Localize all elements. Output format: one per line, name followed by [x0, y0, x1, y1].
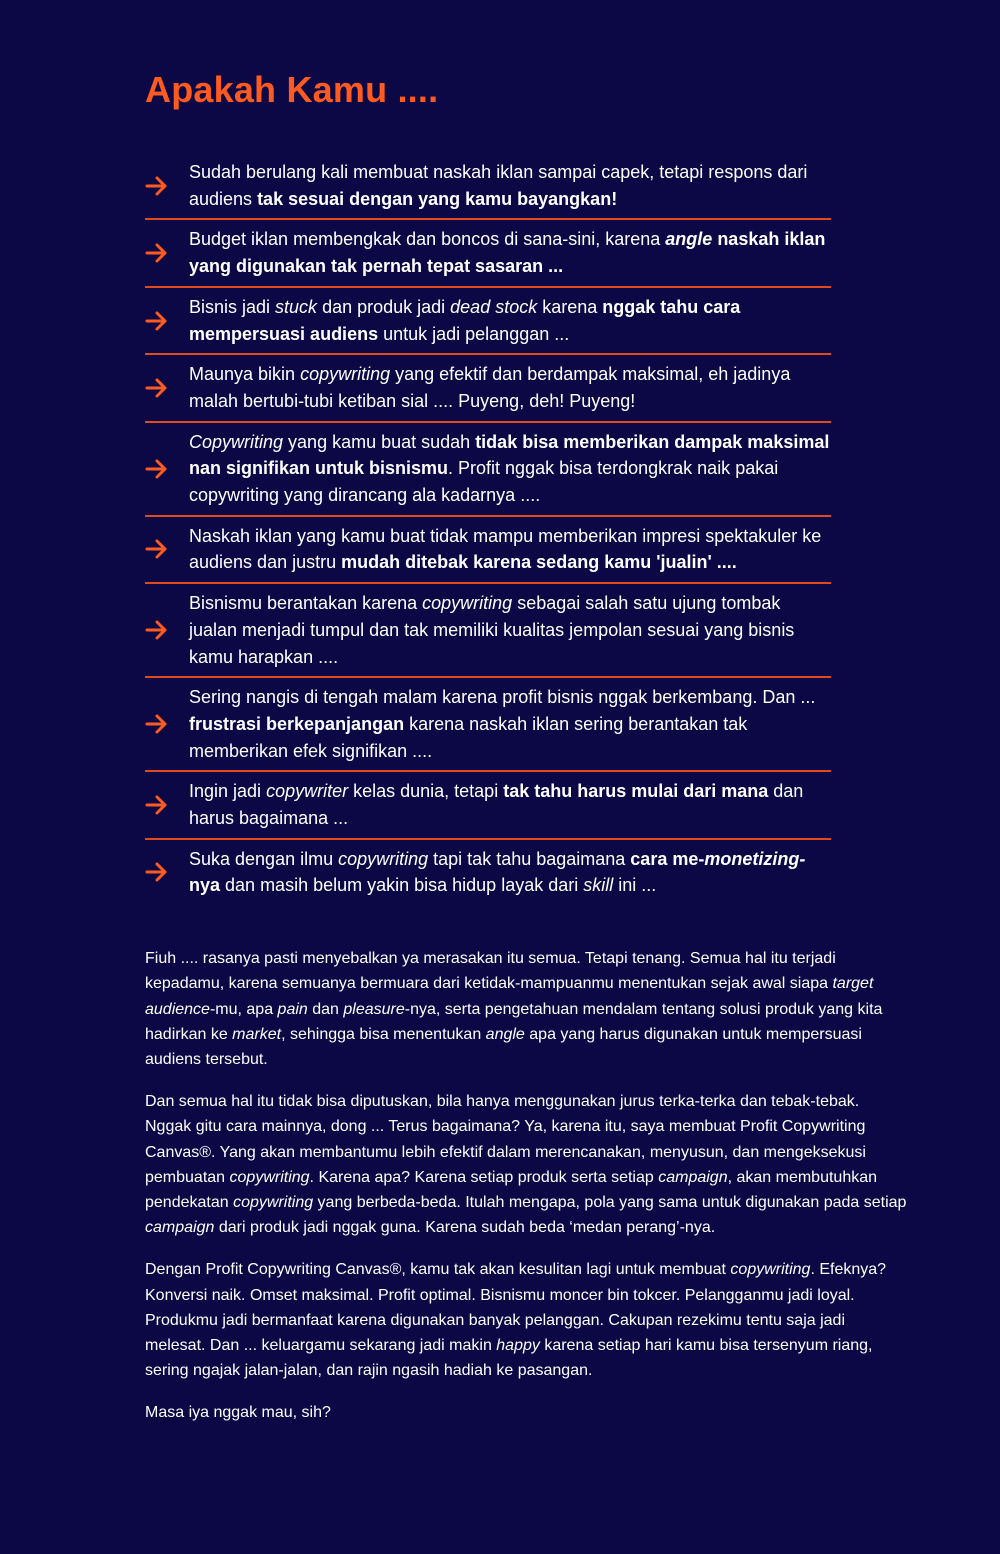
- text-run: dan harus bagaimana ...: [189, 781, 804, 829]
- text-run: Sering nangis di tengah malam karena profit bisnis nggak berkembang. Dan ...: [189, 687, 816, 708]
- text-run: Naskah iklan yang kamu buat tidak mampu memberikan impresi spektakuler ke audiens dan justru: [189, 525, 822, 573]
- body-paragraph: [145, 1400, 907, 1425]
- arrow-right-icon: [145, 793, 189, 817]
- arrow-right-icon: [145, 174, 189, 198]
- text-run: Budget iklan membengkak dan boncos di sana-sini, karena: [189, 229, 666, 250]
- italic-text: copywriting: [229, 1168, 310, 1186]
- bold-text: [704, 849, 805, 869]
- bold-text: tak sesuai dengan yang kamu bayangkan!: [257, 188, 618, 209]
- italic-text: campaign: [145, 1219, 215, 1237]
- text-run: karena setiap hari kamu bisa tersenyum riang, sering ngajak jalan-jalan, dan rajin ngasih hadiah ke pasangan.: [145, 1337, 873, 1380]
- bold-text: cara me-: [630, 848, 705, 869]
- emphasis-text: angle: [665, 229, 713, 250]
- list-item: [145, 678, 831, 772]
- italic-text: copywriting: [300, 364, 391, 385]
- text-run: Sudah berulang kali membuat naskah iklan sampai capek, tetapi respons dari audiens: [189, 162, 808, 209]
- list-item-text: [189, 846, 831, 899]
- bold-text: nya: [189, 875, 221, 896]
- list-item: [145, 840, 831, 905]
- list-item: [145, 423, 831, 517]
- text-run: Dan semua hal itu tidak bisa diputuskan, bila hanya menggunakan jurus terka-terka dan tebak-tebak. Nggak gitu cara mainnya, dong ... Terus bagaimana? Ya, karena itu, saya membuat Profit Copywriting Canvas®. Yang akan membantumu lebih efektif dalam merencanakan, menyusun, dan mengeksekusi pembuatan: [145, 1092, 866, 1186]
- arrow-right-icon: [145, 860, 189, 884]
- arrow-right-icon: [145, 537, 189, 561]
- text-run: . Profit nggak bisa terdongkrak naik pakai copywriting yang dirancang ala kadarnya ....: [189, 458, 779, 506]
- bold-text: nggak tahu cara mempersuasi audiens: [189, 296, 741, 344]
- italic-text: skill: [583, 875, 614, 896]
- list-item-text: [189, 361, 831, 414]
- bold-text: tidak bisa memberikan dampak maksimal nan signifikan untuk bisnismu: [189, 431, 830, 479]
- bold-text: [665, 229, 712, 249]
- list-item-text: [189, 590, 831, 670]
- italic-text: copywriter: [266, 781, 349, 802]
- body-paragraph: [145, 946, 907, 1072]
- text-run: dan produk jadi: [317, 296, 451, 317]
- bold-text: naskah iklan yang digunakan tak pernah tepat sasaran ...: [189, 229, 826, 277]
- text-run: Masa iya nggak mau, sih?: [145, 1404, 331, 1422]
- arrow-right-icon: [145, 309, 189, 333]
- italic-text: Copywriting: [189, 431, 284, 452]
- body-paragraph: [145, 1257, 907, 1383]
- text-run: yang efektif dan berdampak maksimal, eh jadinya malah bertubi-tubi ketiban sial .... Puyeng, deh! Puyeng!: [189, 364, 791, 411]
- list-item: [145, 288, 831, 355]
- italic-text: copywriting: [338, 848, 429, 869]
- list-item: [145, 355, 831, 422]
- text-run: Bisnismu berantakan karena: [189, 593, 423, 614]
- text-run: . Efeknya? Konversi naik. Omset maksimal. Profit optimal. Bisnismu moncer bin tokcer. Pelangganmu jadi loyal. Produkmu jadi bermanfaat karena digunakan banyak pelanggan. Cakupan rezekimu tentu saja jadi melesat. Dan ... keluargamu sekarang jadi makin: [145, 1261, 887, 1355]
- text-run: sebagai salah satu ujung tombak jualan menjadi tumpul dan tak memiliki kualitas jempolan sesuai yang bisnis kamu harapkan ....: [189, 593, 795, 667]
- pain-point-list: [145, 153, 831, 905]
- text-run: Bisnis jadi: [189, 296, 276, 317]
- text-run: karena: [537, 296, 603, 317]
- list-item: [145, 584, 831, 678]
- arrow-right-icon: [145, 376, 189, 400]
- list-item-text: [189, 778, 831, 831]
- list-item-text: [189, 226, 831, 279]
- text-run: karena naskah iklan sering berantakan tak memberikan efek signifikan ....: [189, 713, 748, 761]
- text-run: . Karena apa? Karena setiap produk serta setiap: [309, 1168, 659, 1186]
- emphasis-text: monetizing-: [704, 848, 806, 869]
- italic-text: campaign: [658, 1168, 728, 1186]
- text-run: , akan membutuhkan pendekatan: [145, 1168, 878, 1212]
- italic-text: market: [232, 1025, 282, 1043]
- text-run: ini ...: [613, 875, 657, 896]
- body-copy: [145, 946, 907, 1442]
- list-item: [145, 772, 831, 839]
- text-run: dari produk jadi nggak guna. Karena sudah beda ‘medan perang’-nya.: [214, 1219, 716, 1237]
- list-item: [145, 220, 831, 287]
- list-item-text: [189, 523, 831, 576]
- page-title: Apakah Kamu ....: [145, 69, 439, 110]
- list-item-text: [189, 159, 831, 212]
- bold-text: frustrasi berkepanjangan: [189, 713, 405, 734]
- arrow-right-icon: [145, 241, 189, 265]
- arrow-right-icon: [145, 618, 189, 642]
- body-paragraph: [145, 1089, 907, 1241]
- italic-text: stuck: [275, 296, 318, 317]
- italic-text: happy: [496, 1337, 540, 1355]
- text-run: dan: [307, 1000, 344, 1018]
- text-run: yang berbeda-beda. Itulah mengapa, pola yang sama untuk digunakan pada setiap: [313, 1194, 907, 1212]
- italic-text: pleasure: [343, 1000, 405, 1018]
- text-run: Dengan Profit Copywriting Canvas®, kamu tak akan kesulitan lagi untuk membuat: [145, 1261, 731, 1279]
- italic-text: copywriting: [730, 1261, 811, 1279]
- list-item: [145, 153, 831, 220]
- text-run: Fiuh .... rasanya pasti menyebalkan ya merasakan itu semua. Tetapi tenang. Semua hal itu terjadi kepadamu, karena semuanya bermuara dari ketidak-mampuanmu menentukan sejak awal siapa: [145, 950, 836, 993]
- text-run: Maunya bikin: [189, 364, 301, 385]
- italic-text: angle: [485, 1025, 525, 1043]
- text-run: yang kamu buat sudah: [283, 431, 476, 452]
- text-run: Suka dengan ilmu: [189, 848, 339, 869]
- text-run: , sehingga bisa menentukan: [281, 1025, 486, 1043]
- arrow-right-icon: [145, 457, 189, 481]
- text-run: -nya, serta pengetahuan mendalam tentang solusi produk yang kita hadirkan ke: [145, 1000, 883, 1043]
- text-run: untuk jadi pelanggan ...: [378, 323, 570, 344]
- italic-text: pain: [277, 1000, 308, 1018]
- text-run: dan masih belum yakin bisa hidup layak dari: [220, 875, 584, 896]
- text-run: Ingin jadi: [189, 781, 267, 802]
- italic-text: copywriting: [233, 1194, 314, 1212]
- text-run: kelas dunia, tetapi: [348, 781, 504, 802]
- bold-text: tak tahu harus mulai dari mana: [503, 781, 769, 802]
- text-run: -mu, apa: [209, 1000, 278, 1018]
- list-item-text: [189, 429, 831, 509]
- list-item-text: [189, 684, 831, 764]
- italic-text: copywriting: [422, 593, 513, 614]
- list-item-text: [189, 294, 831, 347]
- text-run: tapi tak tahu bagaimana: [428, 848, 631, 869]
- italic-text: target audience: [145, 975, 874, 1018]
- italic-text: dead stock: [450, 296, 538, 317]
- text-run: apa yang harus digunakan untuk mempersuasi audiens tersebut.: [145, 1025, 862, 1069]
- list-item: [145, 517, 831, 584]
- arrow-right-icon: [145, 712, 189, 736]
- bold-text: mudah ditebak karena sedang kamu 'jualin' ....: [341, 552, 737, 573]
